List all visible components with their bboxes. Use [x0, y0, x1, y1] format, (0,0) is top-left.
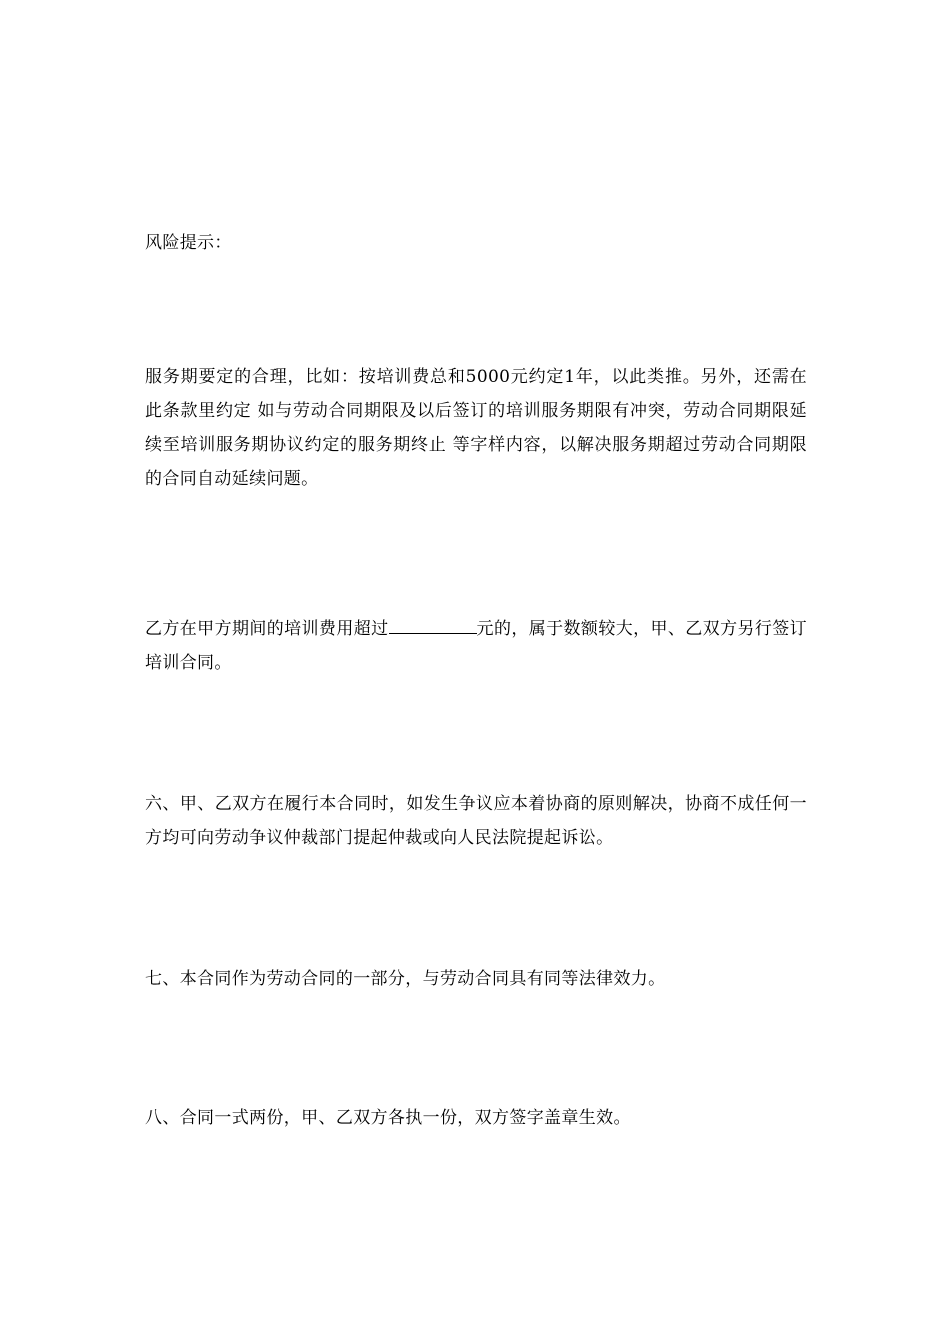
fee-amount-blank — [389, 615, 477, 634]
clause-seven: 七、本合同作为劳动合同的一部分，与劳动合同具有同等法律效力。 — [145, 969, 666, 989]
clause-six: 六、甲、乙双方在履行本合同时，如发生争议应本着协商的原则解决，协商不成任何一方均可向劳动争议仲裁部门提起仲裁或向人民法院提起诉讼。 — [145, 794, 807, 848]
fee-clause-after: 元的，属于数额较大，甲、乙双方另行签订培训合同。 — [145, 619, 807, 673]
fee-clause-before: 乙方在甲方期间的培训费用超过 — [145, 619, 389, 639]
risk-heading: 风险提示： — [145, 233, 232, 253]
clause-eight: 八、合同一式两份，甲、乙双方各执一份，双方签字盖章生效。 — [145, 1108, 631, 1128]
training-fee-clause — [145, 612, 807, 680]
service-period-note: 服务期要定的合理，比如：按培训费总和5000元约定1年，以此类推。另外，还需在此条款里约定 如与劳动合同期限及以后签订的培训服务期限有冲突，劳动合同期限延续至培训服务期协议约定的服务期终止 等字样内容，以解决服务期超过劳动合同期限的合同自动延续问题。 — [145, 367, 807, 489]
